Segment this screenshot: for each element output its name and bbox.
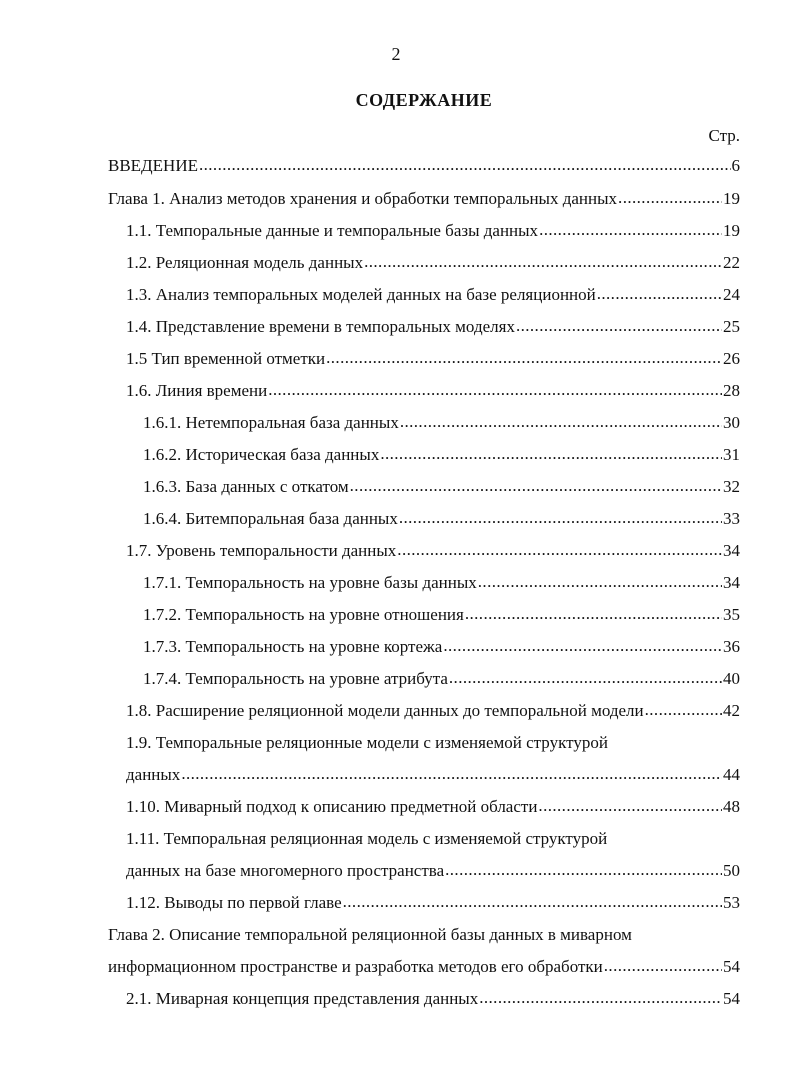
toc-entry-1-7-3 <box>143 637 740 657</box>
toc-entry-title: 1.6.2. Историческая база данных <box>143 445 380 464</box>
dot-leader <box>645 700 722 720</box>
toc-entry-chapter-1 <box>108 189 740 209</box>
toc-entry-1-9 <box>126 765 740 785</box>
toc-entry-1-7-2 <box>143 605 740 625</box>
toc-entry-1-7 <box>126 541 740 561</box>
dot-leader <box>350 476 722 496</box>
toc-entry-1-10 <box>126 797 740 817</box>
toc-entry-page: 31 <box>723 445 740 464</box>
dot-leader <box>516 316 722 336</box>
page-column-label: Стр. <box>708 126 740 145</box>
toc-entry-1-6-1 <box>143 413 740 433</box>
toc-entry-title: 1.3. Анализ темпоральных моделей данных на базе реляционной <box>126 285 596 304</box>
toc-entry-1-1 <box>126 221 740 241</box>
toc-entry-title: 1.4. Представление времени в темпоральных моделях <box>126 317 515 336</box>
dot-leader <box>400 412 722 432</box>
toc-entry-title: 1.7. Уровень темпоральности данных <box>126 541 397 560</box>
dot-leader <box>618 188 722 208</box>
toc-entry-1-8 <box>126 701 740 721</box>
toc-title: СОДЕРЖАНИЕ <box>355 90 493 110</box>
toc-entry-page: 36 <box>723 637 740 656</box>
dot-leader <box>604 956 722 976</box>
dot-leader <box>326 348 722 368</box>
toc-entry-page: 26 <box>723 349 740 368</box>
toc-entry-1-6-4 <box>143 509 740 529</box>
toc-entry-1-4 <box>126 317 740 337</box>
page-number: 2 <box>391 44 401 64</box>
dot-leader <box>479 988 722 1008</box>
dot-leader <box>343 892 722 912</box>
toc-entry-1-11-line-1: 1.11. Темпоральная реляционная модель с изменяемой структурой <box>126 829 608 848</box>
toc-entry-title: Глава 1. Анализ методов хранения и обработки темпоральных данных <box>108 189 618 208</box>
dot-leader <box>465 604 722 624</box>
toc-entry-page: 40 <box>723 669 740 688</box>
toc-entry-page: 44 <box>723 765 740 784</box>
toc-entry-page: 48 <box>723 797 740 816</box>
toc-entry-1-12 <box>126 893 740 913</box>
toc-entry-page: 34 <box>723 573 740 592</box>
dot-leader <box>399 508 722 528</box>
toc-entry-title: 2.1. Миварная концепция представления данных <box>126 989 479 1008</box>
toc-entry-1-6-3 <box>143 477 740 497</box>
toc-entry-title: данных на базе многомерного пространства <box>126 861 445 880</box>
toc-entry-title: 1.6.3. База данных с откатом <box>143 477 349 496</box>
toc-entry-1-11 <box>126 861 740 881</box>
toc-entry-1-6 <box>126 381 740 401</box>
toc-entry-1-3 <box>126 285 740 305</box>
toc-entry-1-6-2 <box>143 445 740 465</box>
toc-entry-page: 34 <box>723 541 740 560</box>
toc-entry-chapter-2 <box>108 957 740 977</box>
dot-leader <box>397 540 722 560</box>
toc-entry-1-2 <box>126 253 740 273</box>
toc-entry-title: 1.7.2. Темпоральность на уровне отношения <box>143 605 464 624</box>
dot-leader <box>181 764 722 784</box>
toc-entry-1-5 <box>126 349 740 369</box>
dot-leader <box>443 636 722 656</box>
toc-entry-page: 54 <box>723 957 740 976</box>
toc-entry-title: 1.7.3. Темпоральность на уровне кортежа <box>143 637 443 656</box>
toc-entry-title: 1.7.4. Темпоральность на уровне атрибута <box>143 669 448 688</box>
dot-leader <box>199 155 731 175</box>
toc-entry-page: 22 <box>723 253 740 272</box>
dot-leader <box>538 796 722 816</box>
toc-entry-page: 6 <box>731 156 740 175</box>
toc-entry-1-7-4 <box>143 669 740 689</box>
toc-entry-title: 1.6. Линия времени <box>126 381 268 400</box>
toc-entry-title: 1.6.1. Нетемпоральная база данных <box>143 413 399 432</box>
toc-entry-page: 33 <box>723 509 740 528</box>
toc-entry-page: 53 <box>723 893 740 912</box>
toc-entry-title: 1.6.4. Битемпоральная база данных <box>143 509 398 528</box>
toc-entry-page: 19 <box>723 189 740 208</box>
toc-entry-page: 19 <box>723 221 740 240</box>
dot-leader <box>364 252 722 272</box>
toc-entry-page: 50 <box>723 861 740 880</box>
toc-entry-1-9-line-1: 1.9. Темпоральные реляционные модели с изменяемой структурой <box>126 733 608 752</box>
toc-entry-title: ВВЕДЕНИЕ <box>108 156 198 175</box>
toc-entry-page: 32 <box>723 477 740 496</box>
toc-entry-page: 42 <box>723 701 740 720</box>
toc-entry-introduction <box>108 156 740 176</box>
dot-leader <box>268 380 722 400</box>
dot-leader <box>478 572 722 592</box>
toc-entry-title: 1.7.1. Темпоральность на уровне базы данных <box>143 573 477 592</box>
toc-entry-chapter-2-line-1: Глава 2. Описание темпоральной реляционной базы данных в миварном <box>108 925 632 944</box>
toc-entry-title: 1.10. Миварный подход к описанию предметной области <box>126 797 538 816</box>
toc-entry-2-1 <box>126 989 740 1009</box>
dot-leader <box>380 444 722 464</box>
toc-entry-page: 30 <box>723 413 740 432</box>
toc-entry-title: 1.8. Расширение реляционной модели данных до темпоральной модели <box>126 701 644 720</box>
dot-leader <box>445 860 722 880</box>
dot-leader <box>597 284 722 304</box>
toc-entry-title: 1.12. Выводы по первой главе <box>126 893 342 912</box>
toc-entry-page: 35 <box>723 605 740 624</box>
toc-entry-page: 25 <box>723 317 740 336</box>
dot-leader <box>539 220 722 240</box>
toc-entry-page: 24 <box>723 285 740 304</box>
toc-entry-title: 1.2. Реляционная модель данных <box>126 253 364 272</box>
toc-entry-page: 28 <box>723 381 740 400</box>
toc-entry-title: 1.5 Тип временной отметки <box>126 349 326 368</box>
dot-leader <box>449 668 722 688</box>
toc-entry-title: информационном пространстве и разработка методов его обработки <box>108 957 603 976</box>
toc-entry-title: данных <box>126 765 181 784</box>
toc-entry-page: 54 <box>723 989 740 1008</box>
toc-entry-title: 1.1. Темпоральные данные и темпоральные базы данных <box>126 221 539 240</box>
toc-entry-1-7-1 <box>143 573 740 593</box>
